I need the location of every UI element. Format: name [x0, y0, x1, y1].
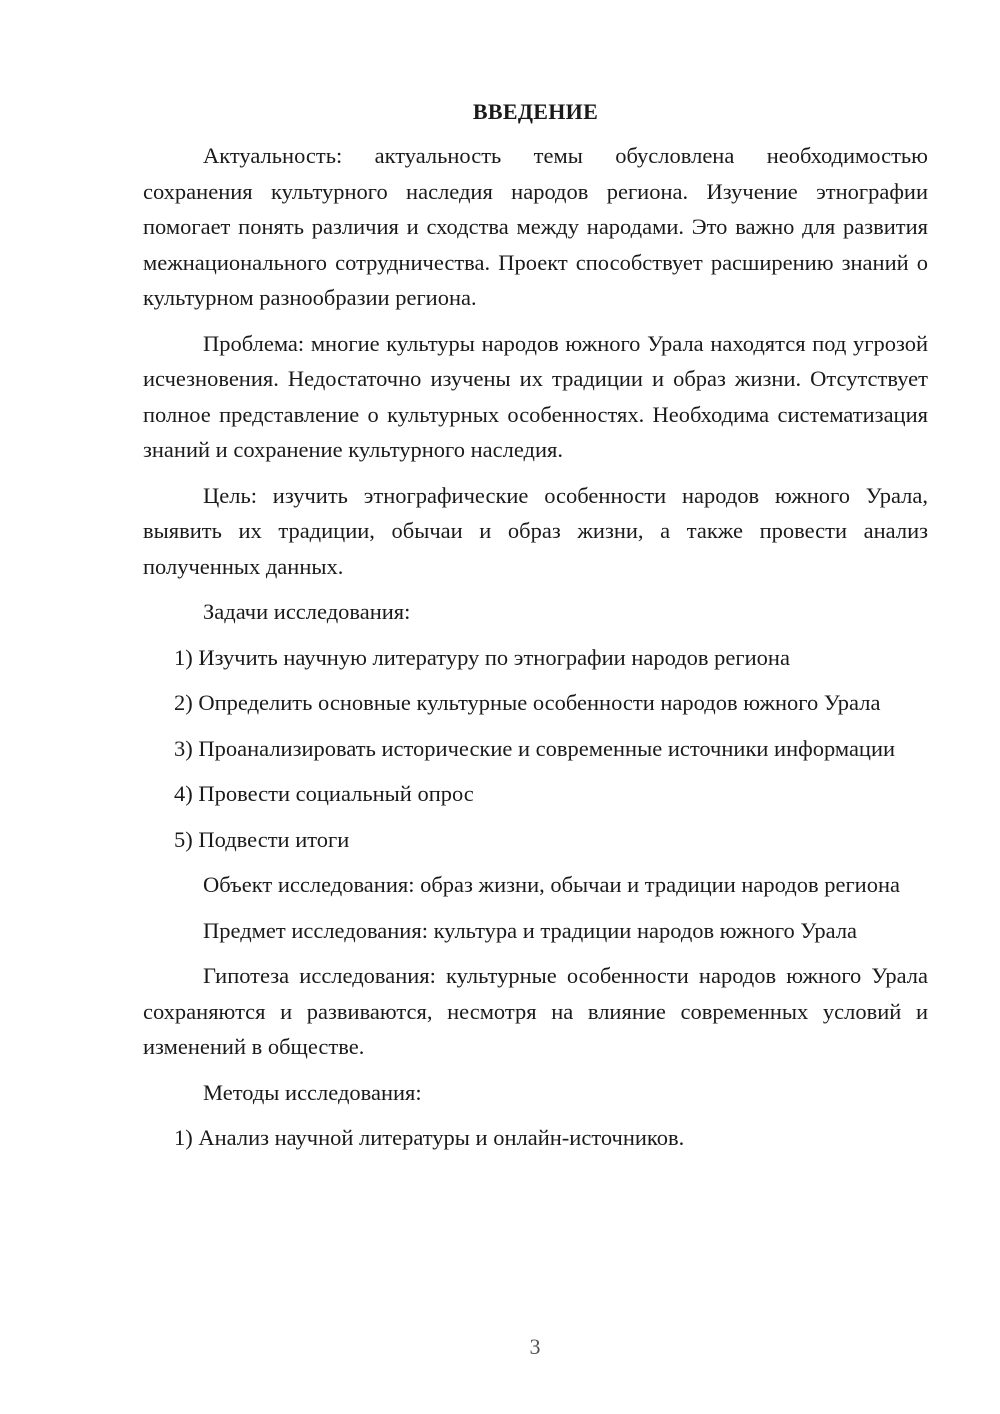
- paragraph-problem: Проблема: многие культуры народов южного Урала находятся под угрозой исчезновения. Недостаточно изучены их традиции и образ жизни. Отсутствует полное представление о культурных особенностях. Необходима систематизация знаний и сохранение культурного наследия.: [143, 330, 928, 462]
- paragraph-subject: Предмет исследования: культура и традиции народов южного Урала: [203, 917, 858, 943]
- document-page: [143, 94, 928, 1156]
- page-number: 3: [529, 1334, 541, 1359]
- paragraph-goal: Цель: изучить этнографические особенности народов южного Урала, выявить их традиции, обычаи и образ жизни, а также провести анализ полученных данных.: [143, 482, 928, 579]
- paragraph-object: Объект исследования: образ жизни, обычаи и традиции народов региона: [203, 872, 900, 897]
- page-title: ВВЕДЕНИЕ: [472, 99, 599, 124]
- task-item-1: 1) Изучить научную литературу по этнографии народов региона: [174, 644, 790, 670]
- task-item-4: 4) Провести социальный опрос: [174, 781, 474, 806]
- paragraph-relevance: Актуальность: актуальность темы обусловлена необходимостью сохранения культурного наследия народов региона. Изучение этнографии помогает понять различия и сходства между народами. Это важно для развития межнационального сотрудничества. Проект способствует расширению знаний о культурном разнообразии региона.: [143, 143, 928, 310]
- method-item-1: 1) Анализ научной литературы и онлайн-источников.: [174, 1125, 685, 1150]
- task-item-5: 5) Подвести итоги: [174, 826, 350, 852]
- paragraph-hypothesis: Гипотеза исследования: культурные особенности народов южного Урала сохраняются и развиваются, несмотря на влияние современных условий и изменений в обществе.: [143, 963, 928, 1059]
- task-item-3: 3) Проанализировать исторические и современные источники информации: [174, 735, 896, 761]
- task-item-2: 2) Определить основные культурные особенности народов южного Урала: [174, 690, 881, 715]
- methods-heading: Методы исследования:: [203, 1079, 422, 1105]
- tasks-heading: Задачи исследования:: [203, 599, 411, 624]
